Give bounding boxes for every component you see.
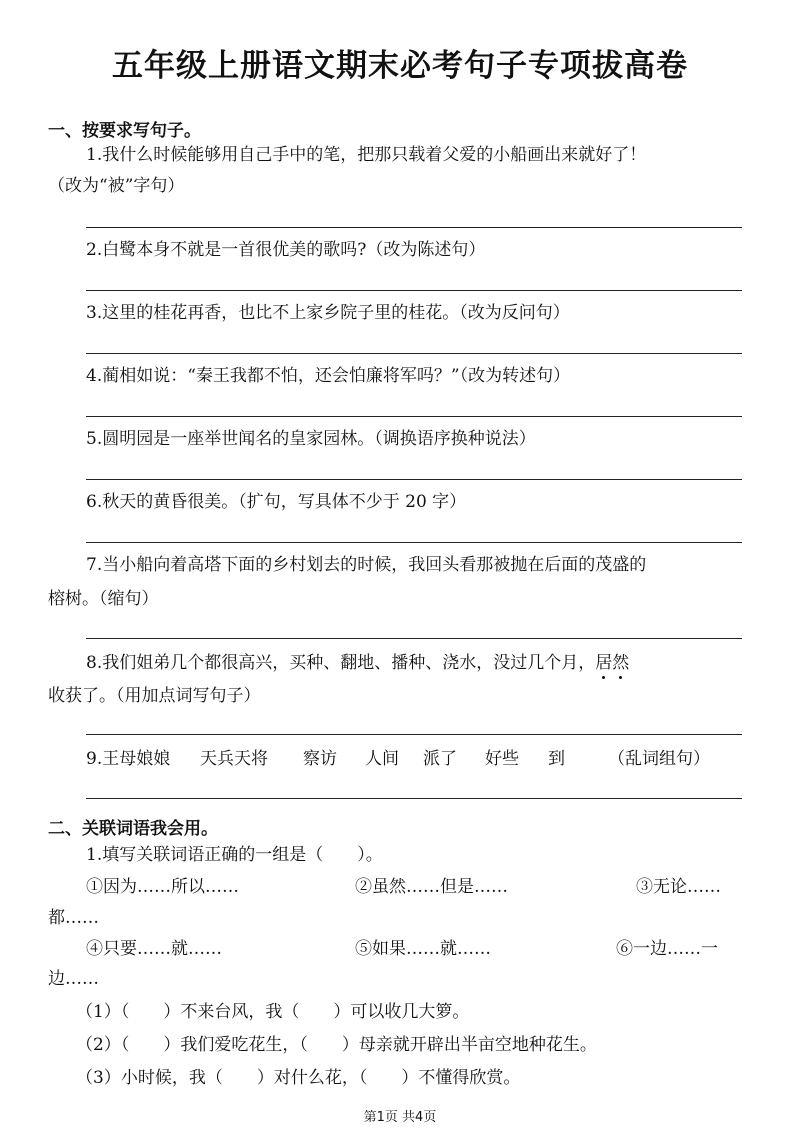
fill-blank-2: （2）（ ）我们爱吃花生，（ ）母亲就开辟出半亩空地种花生。 (76, 1035, 597, 1055)
question-6-text: 6.秋天的黄昏很美。（扩句，写具体不少于 20 字） (86, 492, 467, 512)
question-2-text: 2.白鹭本身不就是一首很优美的歌吗?（改为陈述句） (86, 240, 486, 260)
question-8-instruction: 收获了。（用加点词写句子） (48, 686, 261, 706)
option-3: ③无论…… (636, 877, 721, 897)
word-7: 到 (548, 749, 565, 769)
dotted-char-ju: 居 (595, 653, 613, 673)
page-footer: 第1页 共4页 (363, 1110, 437, 1125)
question-8-line: 8.我们姐弟几个都很高兴，买种、翻地、播种、浇水，没过几个月， (86, 653, 596, 673)
option-6-continued: 边…… (48, 969, 99, 989)
question-9-instruction: （乱词组句） (608, 749, 710, 769)
answer-line-1[interactable] (86, 227, 742, 228)
option-2: ②虽然……但是…… (355, 877, 508, 897)
option-3-continued: 都…… (48, 908, 99, 928)
question-8-text (86, 652, 629, 674)
page-title: 五年级上册语文期末必考句子专项拔高卷 (112, 48, 688, 84)
question-1-instruction: （改为“被”字句） (48, 176, 185, 196)
answer-line-3[interactable] (86, 353, 742, 354)
section-2-heading: 二、关联词语我会用。 (48, 819, 218, 839)
dotted-char-ran: 然 (612, 653, 630, 673)
answer-line-5[interactable] (86, 479, 742, 480)
fill-blank-1: （1）（ ）不来台风，我（ ）可以收几大箩。 (76, 1002, 470, 1022)
word-5: 派了 (423, 749, 457, 769)
option-6: ⑥一边……一 (616, 939, 718, 959)
word-1: 9.王母娘娘 (86, 749, 171, 769)
fill-blank-3: （3）小时候，我（ ）对什么花，（ ）不懂得欣赏。 (76, 1068, 521, 1088)
option-1: ①因为……所以…… (86, 877, 239, 897)
answer-line-6[interactable] (86, 542, 742, 543)
question-7-text: 7.当小船向着高塔下面的乡村划去的时候，我回头看那被抛在后面的茂盛的 (86, 555, 647, 575)
option-4: ④只要……就…… (86, 939, 222, 959)
question-4-text: 4.蔺相如说：“秦王我都不怕，还会怕廉将军吗？”（改为转述句） (86, 366, 571, 386)
answer-line-4[interactable] (86, 416, 742, 417)
word-4: 人间 (365, 749, 399, 769)
answer-line-9[interactable] (86, 798, 742, 799)
word-2: 天兵天将 (200, 749, 268, 769)
answer-line-2[interactable] (86, 290, 742, 291)
answer-line-7[interactable] (86, 638, 742, 639)
word-6: 好些 (485, 749, 519, 769)
section-1-heading: 一、按要求写句子。 (48, 121, 201, 141)
question-7-instruction: 榕树。（缩句） (48, 589, 159, 609)
question-1-text: 1.我什么时候能够用自己手中的笔，把那只载着父爱的小船画出来就好了！ (86, 145, 647, 165)
question-5-text: 5.圆明园是一座举世闻名的皇家园林。（调换语序换种说法） (86, 429, 536, 449)
question-3-text: 3.这里的桂花再香，也比不上家乡院子里的桂花。（改为反问句） (86, 303, 570, 323)
word-3: 察访 (303, 749, 337, 769)
section-2-question-1: 1.填写关联词语正确的一组是（ ）。 (86, 845, 383, 865)
option-5: ⑤如果……就…… (355, 939, 491, 959)
answer-line-8[interactable] (86, 734, 742, 735)
